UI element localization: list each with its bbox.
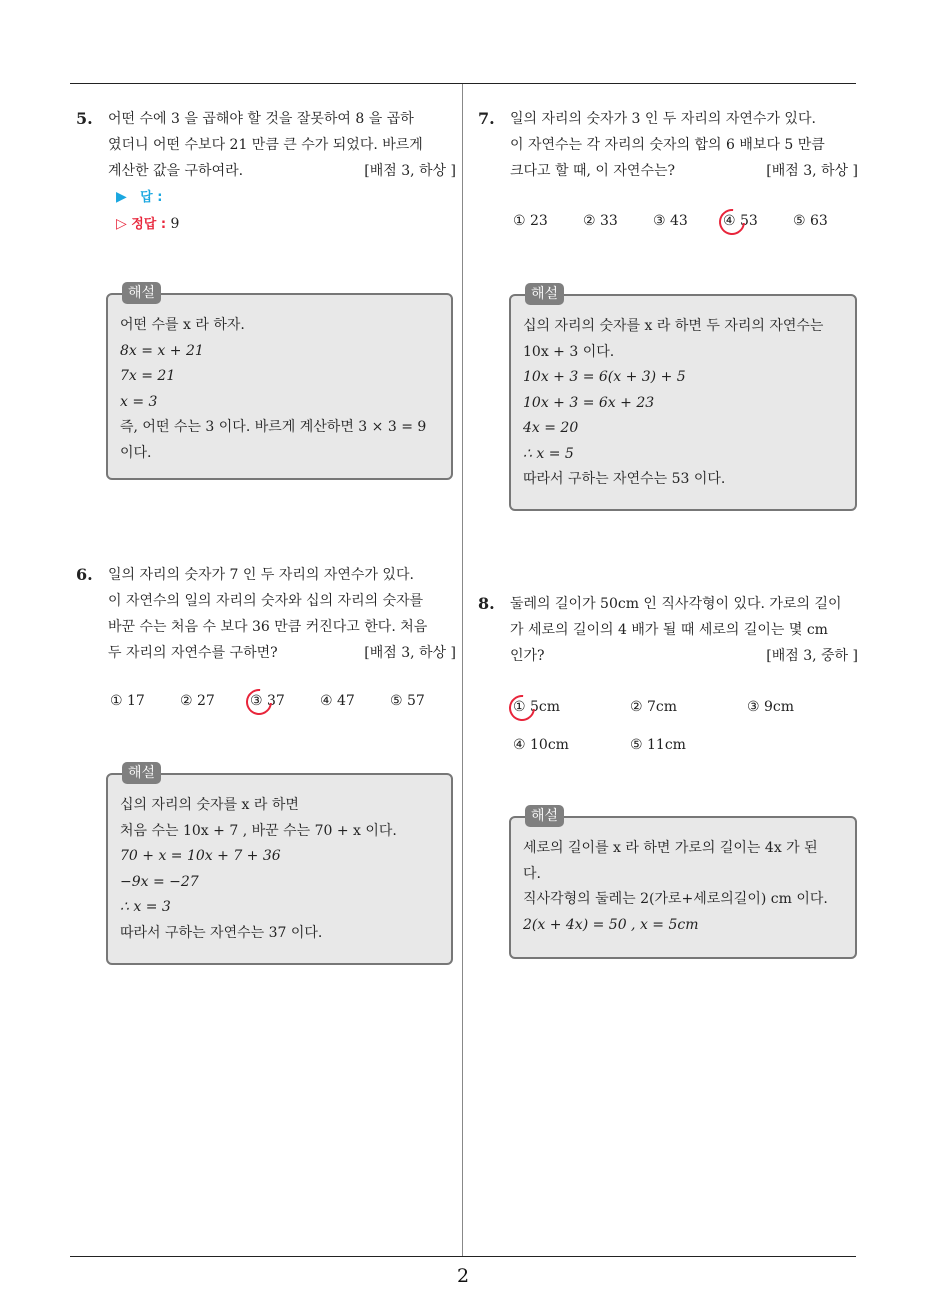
solution-tab: 해설 <box>122 762 161 784</box>
question-number: 7. <box>478 109 495 128</box>
choice-1[interactable]: ① 23 <box>513 213 548 229</box>
solution-box-6 <box>106 765 453 965</box>
solution-box-5 <box>106 285 453 480</box>
question-number: 6. <box>76 565 93 584</box>
solution-line: 이다. <box>120 444 152 461</box>
choice-1[interactable]: ① 17 <box>110 693 145 709</box>
answer-arrow-icon: ▶ <box>116 189 127 205</box>
solution-line: ∴ x = 5 <box>523 445 574 462</box>
solution-box-7 <box>509 286 857 511</box>
question-text: 인가? <box>510 648 545 664</box>
solution-line: 4x = 20 <box>523 420 579 436</box>
question-5 <box>76 106 456 238</box>
solution-box-8 <box>509 808 857 959</box>
solution-line: 7x = 21 <box>120 368 176 384</box>
answer-line <box>116 184 456 211</box>
question-text: 이 자연수는 각 자리의 숫자의 합의 6 배보다 5 만큼 <box>510 137 825 153</box>
solution-line: 십의 자리의 숫자를 x 라 하면 두 자리의 자연수는 <box>523 318 824 334</box>
question-text: 였더니 어떤 수보다 21 만큼 큰 수가 되었다. 바르게 <box>108 137 423 153</box>
page-number: 2 <box>456 1265 470 1287</box>
question-text: 둘레의 길이가 50cm 인 직사각형이 있다. 가로의 길이 <box>510 596 842 612</box>
solution-line: 다. <box>523 865 541 882</box>
choice-5[interactable]: ⑤ 57 <box>390 693 425 709</box>
question-8 <box>478 591 858 669</box>
selected-circle-icon <box>714 204 751 241</box>
solution-line: 즉, 어떤 수는 3 이다. 바르게 계산하면 3 × 3 = 9 <box>120 419 427 435</box>
choice-3[interactable]: ③ 43 <box>653 213 688 229</box>
solution-tab: 해설 <box>525 805 564 827</box>
correct-value: 9 <box>170 216 180 232</box>
solution-line: 70 + x = 10x + 7 + 36 <box>120 848 281 864</box>
solution-line: 10x + 3 = 6x + 23 <box>523 394 655 411</box>
correct-arrow-icon: ▷ <box>116 216 127 232</box>
question-text: 일의 자리의 숫자가 7 인 두 자리의 자연수가 있다. <box>108 567 414 583</box>
solution-tab: 해설 <box>525 283 564 305</box>
correct-answer-line <box>116 211 456 238</box>
solution-line: 10x + 3 이다. <box>523 343 615 360</box>
question-text: 어떤 수에 3 을 곱해야 할 것을 잘못하여 8 을 곱하 <box>108 111 414 127</box>
solution-line: 처음 수는 10x + 7 , 바꾼 수는 70 + x 이다. <box>120 822 397 839</box>
question-7 <box>478 106 858 184</box>
bottom-rule <box>70 1256 856 1257</box>
question-text: 바꾼 수는 처음 수 보다 36 만큼 커진다고 한다. 처음 <box>108 619 428 635</box>
question-text: 일의 자리의 숫자가 3 인 두 자리의 자연수가 있다. <box>510 111 816 127</box>
solution-line: 따라서 구하는 자연수는 37 이다. <box>120 924 323 941</box>
question-text: 크다고 할 때, 이 자연수는? <box>510 163 675 179</box>
solution-line: 직사각형의 둘레는 2(가로+세로의길이) cm 이다. <box>523 891 828 907</box>
choice-3-label: ③ 37 <box>250 693 285 709</box>
solution-line: 십의 자리의 숫자를 x 라 하면 <box>120 797 299 813</box>
choice-3[interactable] <box>250 693 285 709</box>
choice-4[interactable] <box>723 213 758 229</box>
question-number: 5. <box>76 109 93 128</box>
score-meta: [배점 3, 하상 ] <box>364 163 456 179</box>
question-number: 8. <box>478 594 495 613</box>
solution-line: ∴ x = 3 <box>120 899 171 915</box>
column-divider <box>462 84 463 1256</box>
choice-4[interactable]: ④ 47 <box>320 693 355 709</box>
solution-line: 2(x + 4x) = 50 , x = 5cm <box>523 916 699 933</box>
choice-2[interactable]: ② 7cm <box>630 699 678 715</box>
top-rule <box>70 83 856 84</box>
solution-tab: 해설 <box>122 282 161 304</box>
score-meta: [배점 3, 하상 ] <box>364 645 456 661</box>
choice-5[interactable]: ⑤ 63 <box>793 213 828 229</box>
choice-2[interactable]: ② 27 <box>180 693 215 709</box>
choice-3[interactable]: ③ 9cm <box>747 699 795 715</box>
answer-label: 답 : <box>140 190 163 205</box>
correct-label: 정답 : <box>131 217 167 232</box>
score-meta: [배점 3, 하상 ] <box>766 163 858 179</box>
score-meta: [배점 3, 중하 ] <box>766 648 858 664</box>
choice-1-label: ① 5cm <box>513 699 561 715</box>
choice-4-label: ④ 53 <box>723 213 758 229</box>
question-text: 이 자연수의 일의 자리의 숫자와 십의 자리의 숫자를 <box>108 593 424 609</box>
solution-line: 따라서 구하는 자연수는 53 이다. <box>523 471 726 487</box>
choice-5[interactable]: ⑤ 11cm <box>630 737 686 753</box>
solution-line: 8x = x + 21 <box>120 342 204 359</box>
solution-line: 10x + 3 = 6(x + 3) + 5 <box>523 369 686 385</box>
question-text: 두 자리의 자연수를 구하면? <box>108 645 278 661</box>
choice-1[interactable] <box>513 699 560 715</box>
choice-4[interactable]: ④ 10cm <box>513 737 569 753</box>
selected-circle-icon <box>504 690 541 727</box>
solution-line: −9x = −27 <box>120 873 199 890</box>
solution-line: x = 3 <box>120 393 158 410</box>
selected-circle-icon <box>241 684 278 721</box>
solution-line: 세로의 길이를 x 라 하면 가로의 길이는 4x 가 된 <box>523 840 818 856</box>
solution-line: 어떤 수를 x 라 하자. <box>120 317 245 333</box>
question-text: 가 세로의 길이의 4 배가 될 때 세로의 길이는 몇 cm <box>510 622 828 638</box>
question-text: 계산한 값을 구하여라. <box>108 163 244 179</box>
question-6 <box>76 562 456 666</box>
choice-2[interactable]: ② 33 <box>583 213 618 229</box>
